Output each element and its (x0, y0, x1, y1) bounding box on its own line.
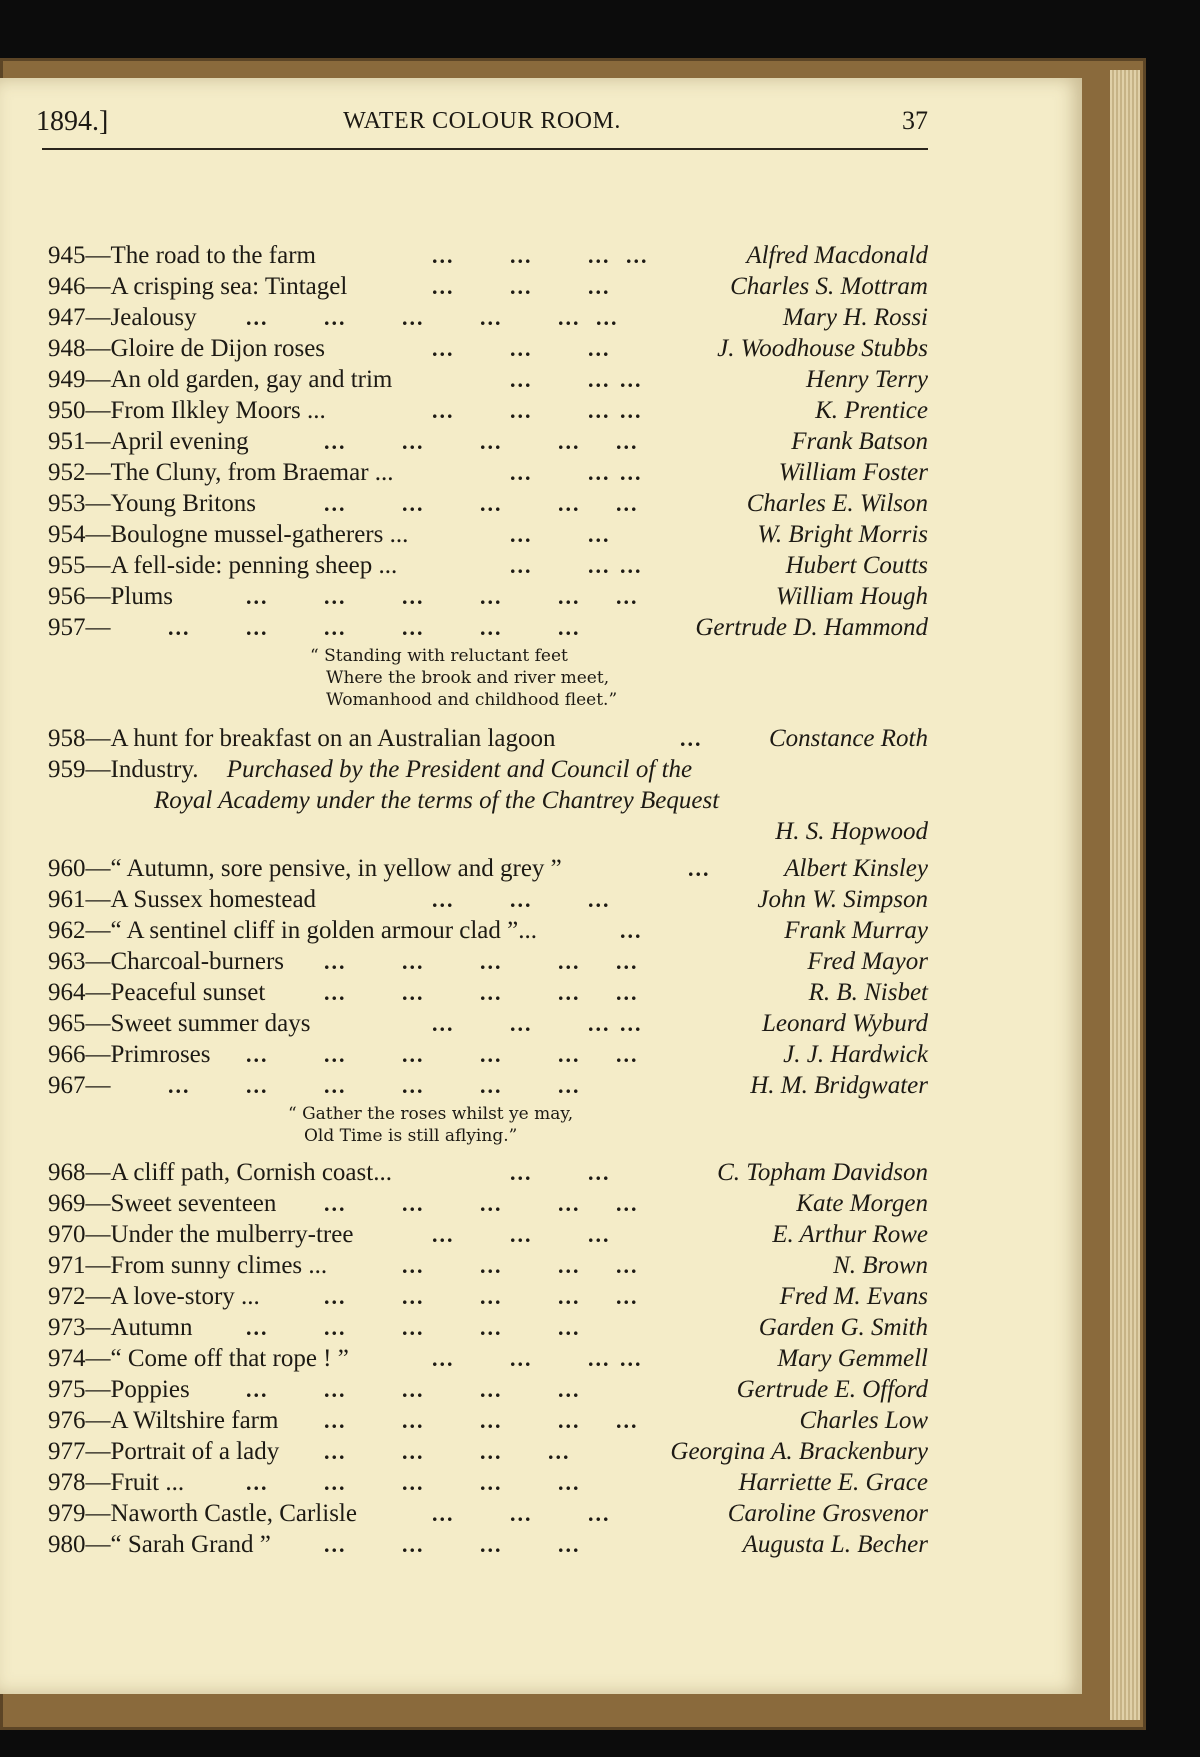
leader-dots: ... (402, 1377, 425, 1402)
leader-dots: ... (480, 1253, 503, 1278)
entry-title: 946—A crisping sea: Tintagel (48, 273, 348, 300)
entry-title: 955—A fell-side: penning sheep ... (48, 552, 398, 579)
entry-artist: William Hough (775, 583, 928, 610)
entry-title: 972—A love-story ... (48, 1283, 260, 1310)
page-edges (1110, 70, 1140, 1720)
catalogue-entry-961 (48, 884, 928, 915)
leader-dots: ... (402, 1315, 425, 1340)
catalogue-entry-971 (48, 1250, 928, 1281)
entry-title: 949—An old garden, gay and trim (48, 366, 393, 393)
entry-title: 947—Jealousy (48, 304, 197, 331)
leader-dots: ... (432, 1346, 455, 1371)
catalogue-entry-975 (48, 1374, 928, 1405)
leader-dots: ... (616, 429, 639, 454)
catalogue-entry-969 (48, 1188, 928, 1219)
leader-dots: ... (480, 949, 503, 974)
catalogue-entry-978 (48, 1467, 928, 1498)
leader-dots: ... (510, 274, 533, 299)
leader-dots: ... (246, 1315, 269, 1340)
catalogue-entry-967 (48, 1070, 928, 1101)
entry-artist: Leonard Wyburd (762, 1010, 928, 1037)
entry-artist: Albert Kinsley (784, 855, 928, 882)
leader-dots: ... (402, 1532, 425, 1557)
leader-dots: ... (616, 1042, 639, 1067)
leader-dots: ... (324, 1439, 347, 1464)
leader-dots: ... (548, 1439, 571, 1464)
catalogue-entry-952 (48, 457, 928, 488)
leader-dots: ... (432, 274, 455, 299)
catalogue-entry-965 (48, 1008, 928, 1039)
leader-dots: ... (480, 429, 503, 454)
entry-title: 957— (48, 614, 111, 641)
leader-dots: ... (558, 1284, 581, 1309)
leader-dots: ... (558, 1408, 581, 1433)
catalogue-entry-962 (48, 915, 928, 946)
entry-title: 966—Primroses (48, 1041, 211, 1068)
entry-title: 950—From Ilkley Moors ... (48, 397, 326, 424)
leader-dots: ... (620, 1346, 643, 1371)
entry-title: 969—Sweet seventeen (48, 1190, 277, 1217)
quote-957 (48, 645, 928, 711)
leader-dots: ... (324, 1377, 347, 1402)
leader-dots: ... (402, 1284, 425, 1309)
entry-title: 962—“ A sentinel cliff in golden armour clad ”... (48, 917, 538, 944)
entry-title: 968—A cliff path, Cornish coast... (48, 1159, 392, 1186)
entry-artist: Frank Batson (791, 428, 928, 455)
leader-dots: ... (620, 553, 643, 578)
leader-dots: ... (480, 615, 503, 640)
leader-dots: ... (620, 367, 643, 392)
leader-dots: ... (588, 398, 611, 423)
leader-dots: ... (558, 1532, 581, 1557)
leader-dots: ... (510, 398, 533, 423)
leader-dots: ... (168, 615, 191, 640)
entry-artist: Alfred Macdonald (746, 242, 928, 269)
entry-artist: Frank Murray (784, 917, 928, 944)
leader-dots: ... (402, 1042, 425, 1067)
catalogue-entry-974 (48, 1343, 928, 1374)
leader-dots: ... (324, 1191, 347, 1216)
quote-line: Womanhood and childhood fleet.” (326, 690, 618, 710)
leader-dots: ... (324, 615, 347, 640)
leader-dots: ... (588, 887, 611, 912)
leader-dots: ... (620, 398, 643, 423)
entry-artist: H. M. Bridgwater (750, 1072, 928, 1099)
leader-dots: ... (616, 980, 639, 1005)
entry-title: 960—“ Autumn, sore pensive, in yellow and grey ” (48, 855, 562, 882)
leader-dots: ... (588, 1160, 611, 1185)
leader-dots: ... (246, 1073, 269, 1098)
leader-dots: ... (558, 949, 581, 974)
leader-dots: ... (588, 336, 611, 361)
leader-dots: ... (480, 1042, 503, 1067)
leader-dots: ... (626, 243, 649, 268)
leader-dots: ... (402, 305, 425, 330)
entry-title: 979—Naworth Castle, Carlisle (48, 1500, 357, 1527)
leader-dots: ... (510, 1160, 533, 1185)
leader-dots: ... (558, 305, 581, 330)
entry-title: 973—Autumn (48, 1314, 193, 1341)
header-year: 1894.] (36, 106, 109, 137)
catalogue-entry-948 (48, 333, 928, 364)
leader-dots: ... (432, 1222, 455, 1247)
leader-dots: ... (558, 1253, 581, 1278)
quote-967 (48, 1103, 928, 1147)
quote-line: Old Time is still aflying.” (304, 1126, 518, 1146)
quote-line: “ Gather the roses whilst ye may, (288, 1104, 574, 1124)
entry-title: 958—A hunt for breakfast on an Australian lagoon (48, 725, 556, 752)
leader-dots: ... (324, 949, 347, 974)
leader-dots: ... (620, 1011, 643, 1036)
entry-title: 977—Portrait of a lady (48, 1438, 280, 1465)
catalogue-entry-955 (48, 550, 928, 581)
entry-title: 976—A Wiltshire farm (48, 1407, 279, 1434)
leader-dots: ... (616, 1191, 639, 1216)
catalogue-entry-973 (48, 1312, 928, 1343)
leader-dots: ... (616, 584, 639, 609)
leader-dots: ... (246, 1470, 269, 1495)
entry-title: 953—Young Britons (48, 490, 256, 517)
leader-dots: ... (324, 305, 347, 330)
leader-dots: ... (510, 1222, 533, 1247)
leader-dots: ... (688, 856, 711, 881)
leader-dots: ... (588, 367, 611, 392)
leader-dots: ... (616, 949, 639, 974)
entry-title: 964—Peaceful sunset (48, 979, 266, 1006)
entry-title: 956—Plums (48, 583, 174, 610)
entry-title: 975—Poppies (48, 1376, 190, 1403)
leader-dots: ... (324, 1073, 347, 1098)
entry-title: 961—A Sussex homestead (48, 886, 317, 913)
leader-dots: ... (510, 367, 533, 392)
leader-dots: ... (588, 460, 611, 485)
entry-artist: John W. Simpson (757, 886, 928, 913)
leader-dots: ... (558, 615, 581, 640)
entry-artist: C. Topham Davidson (717, 1159, 928, 1186)
entry-note: Purchased by the President and Council of the (226, 756, 693, 783)
page-header (36, 106, 928, 146)
leader-dots: ... (432, 398, 455, 423)
entry-artist: Mary H. Rossi (782, 304, 928, 331)
entry-artist: Mary Gemmell (777, 1345, 928, 1372)
leader-dots: ... (510, 522, 533, 547)
entry-artist: K. Prentice (815, 397, 928, 424)
entry-title: 954—Boulogne mussel-gatherers ... (48, 521, 409, 548)
entry-artist: H. S. Hopwood (775, 818, 928, 845)
entry-title: 965—Sweet summer days (48, 1010, 311, 1037)
entry-title: 951—April evening (48, 428, 249, 455)
entry-artist: Augusta L. Becher (742, 1531, 928, 1558)
entry-artist: William Foster (778, 459, 928, 486)
header-section-title: WATER COLOUR ROOM. (343, 108, 621, 134)
leader-dots: ... (588, 1346, 611, 1371)
entry-title: 980—“ Sarah Grand ” (48, 1531, 271, 1558)
leader-dots: ... (596, 305, 619, 330)
leader-dots: ... (246, 584, 269, 609)
leader-dots: ... (480, 980, 503, 1005)
leader-dots: ... (510, 460, 533, 485)
leader-dots: ... (680, 726, 703, 751)
entry-artist: Charles S. Mottram (730, 273, 928, 300)
leader-dots: ... (402, 615, 425, 640)
leader-dots: ... (480, 1315, 503, 1340)
leader-dots: ... (432, 243, 455, 268)
leader-dots: ... (480, 1073, 503, 1098)
entry-artist: Georgina A. Brackenbury (670, 1438, 928, 1465)
leader-dots: ... (324, 1532, 347, 1557)
entry-artist: R. B. Nisbet (808, 979, 928, 1006)
entry-title: 967— (48, 1072, 111, 1099)
catalogue-entry-972 (48, 1281, 928, 1312)
leader-dots: ... (324, 980, 347, 1005)
leader-dots: ... (510, 243, 533, 268)
leader-dots: ... (558, 429, 581, 454)
entry-artist: Harriette E. Grace (738, 1469, 928, 1496)
leader-dots: ... (402, 584, 425, 609)
leader-dots: ... (402, 1470, 425, 1495)
leader-dots: ... (246, 1042, 269, 1067)
entry-artist: W. Bright Morris (757, 521, 928, 548)
catalogue-entry-951 (48, 426, 928, 457)
leader-dots: ... (480, 1470, 503, 1495)
catalogue-entry-976 (48, 1405, 928, 1436)
header-page-number: 37 (902, 106, 928, 135)
leader-dots: ... (616, 1253, 639, 1278)
leader-dots: ... (510, 1501, 533, 1526)
entry-title: 963—Charcoal-burners (48, 948, 285, 975)
leader-dots: ... (558, 584, 581, 609)
catalogue-entry-960 (48, 853, 928, 884)
leader-dots: ... (480, 1191, 503, 1216)
leader-dots: ... (558, 1377, 581, 1402)
leader-dots: ... (616, 1284, 639, 1309)
catalogue-entry-959 (48, 754, 928, 785)
leader-dots: ... (324, 584, 347, 609)
leader-dots: ... (558, 1042, 581, 1067)
entry-title: 945—The road to the farm (48, 242, 316, 269)
catalogue-entry-953 (48, 488, 928, 519)
leader-dots: ... (480, 1408, 503, 1433)
leader-dots: ... (588, 243, 611, 268)
leader-dots: ... (480, 1439, 503, 1464)
catalogue-entry-950 (48, 395, 928, 426)
leader-dots: ... (510, 887, 533, 912)
leader-dots: ... (480, 491, 503, 516)
leader-dots: ... (558, 1315, 581, 1340)
catalogue-entry-979 (48, 1498, 928, 1529)
entry-artist: Charles Low (799, 1407, 928, 1434)
header-rule (42, 148, 928, 150)
entry-artist: N. Brown (833, 1252, 928, 1279)
catalogue-entry-970 (48, 1219, 928, 1250)
leader-dots: ... (588, 274, 611, 299)
leader-dots: ... (402, 949, 425, 974)
leader-dots: ... (246, 615, 269, 640)
leader-dots: ... (246, 305, 269, 330)
catalogue-entry-945 (48, 240, 928, 271)
catalogue-entry-954 (48, 519, 928, 550)
leader-dots: ... (432, 1501, 455, 1526)
leader-dots: ... (588, 1011, 611, 1036)
entry-artist: J. Woodhouse Stubbs (717, 335, 928, 362)
leader-dots: ... (432, 336, 455, 361)
leader-dots: ... (324, 1042, 347, 1067)
catalogue-entry-966 (48, 1039, 928, 1070)
leader-dots: ... (588, 1501, 611, 1526)
entry-note-line2: Royal Academy under the terms of the Chantrey Bequest (154, 787, 720, 814)
leader-dots: ... (558, 1073, 581, 1098)
leader-dots: ... (480, 1377, 503, 1402)
quote-line: Where the brook and river meet, (326, 668, 610, 688)
entry-artist: Gertrude D. Hammond (695, 614, 928, 641)
entry-artist: Kate Morgen (796, 1190, 928, 1217)
leader-dots: ... (510, 336, 533, 361)
leader-dots: ... (558, 1470, 581, 1495)
leader-dots: ... (480, 584, 503, 609)
leader-dots: ... (324, 1284, 347, 1309)
entry-artist: E. Arthur Rowe (772, 1221, 928, 1248)
entry-artist: Henry Terry (806, 366, 928, 393)
entry-artist: Constance Roth (768, 725, 928, 752)
leader-dots: ... (616, 491, 639, 516)
entry-title: 974—“ Come off that rope ! ” (48, 1345, 349, 1372)
leader-dots: ... (402, 429, 425, 454)
catalogue-entry-968 (48, 1157, 928, 1188)
leader-dots: ... (558, 980, 581, 1005)
leader-dots: ... (168, 1073, 191, 1098)
catalogue-entry-977 (48, 1436, 928, 1467)
catalogue-entry-946 (48, 271, 928, 302)
entry-title: 978—Fruit ... (48, 1469, 185, 1496)
leader-dots: ... (324, 1470, 347, 1495)
catalogue-entry-964 (48, 977, 928, 1008)
quote-line: “ Standing with reluctant feet (310, 646, 568, 666)
leader-dots: ... (510, 1011, 533, 1036)
leader-dots: ... (510, 553, 533, 578)
leader-dots: ... (558, 491, 581, 516)
leader-dots: ... (324, 491, 347, 516)
entry-artist: Charles E. Wilson (746, 490, 928, 517)
leader-dots: ... (620, 918, 643, 943)
leader-dots: ... (432, 1011, 455, 1036)
entry-title: 959—Industry. (48, 756, 199, 783)
entry-artist: Caroline Grosvenor (727, 1500, 928, 1527)
leader-dots: ... (402, 1439, 425, 1464)
catalogue-entry-957 (48, 612, 928, 643)
leader-dots: ... (402, 1073, 425, 1098)
leader-dots: ... (510, 1346, 533, 1371)
catalogue-entry-947 (48, 302, 928, 333)
leader-dots: ... (324, 429, 347, 454)
entry-title: 971—From sunny climes ... (48, 1252, 328, 1279)
entry-artist: Garden G. Smith (758, 1314, 928, 1341)
entry-artist: Hubert Coutts (785, 552, 928, 579)
leader-dots: ... (480, 1284, 503, 1309)
leader-dots: ... (588, 522, 611, 547)
catalogue-entry-958 (48, 723, 928, 754)
leader-dots: ... (588, 553, 611, 578)
leader-dots: ... (402, 1191, 425, 1216)
entry-artist: Fred M. Evans (779, 1283, 928, 1310)
catalogue-entry-956 (48, 581, 928, 612)
entry-title: 952—The Cluny, from Braemar ... (48, 459, 394, 486)
entry-artist: Fred Mayor (807, 948, 928, 975)
leader-dots: ... (402, 980, 425, 1005)
entry-title: 948—Gloire de Dijon roses (48, 335, 326, 362)
leader-dots: ... (480, 305, 503, 330)
leader-dots: ... (480, 1532, 503, 1557)
entry-artist: J. J. Hardwick (783, 1041, 928, 1068)
leader-dots: ... (402, 1408, 425, 1433)
leader-dots: ... (558, 1191, 581, 1216)
leader-dots: ... (402, 1253, 425, 1278)
leader-dots: ... (324, 1408, 347, 1433)
leader-dots: ... (620, 460, 643, 485)
catalogue-list (48, 240, 928, 1560)
catalogue-entry-963 (48, 946, 928, 977)
leader-dots: ... (432, 887, 455, 912)
leader-dots: ... (402, 491, 425, 516)
catalogue-entry-980 (48, 1529, 928, 1560)
leader-dots: ... (616, 1408, 639, 1433)
leader-dots: ... (588, 1222, 611, 1247)
entry-artist: Gertrude E. Offord (736, 1376, 928, 1403)
catalogue-entry-949 (48, 364, 928, 395)
leader-dots: ... (324, 1315, 347, 1340)
entry-title: 970—Under the mulberry-tree (48, 1221, 354, 1248)
leader-dots: ... (246, 1377, 269, 1402)
